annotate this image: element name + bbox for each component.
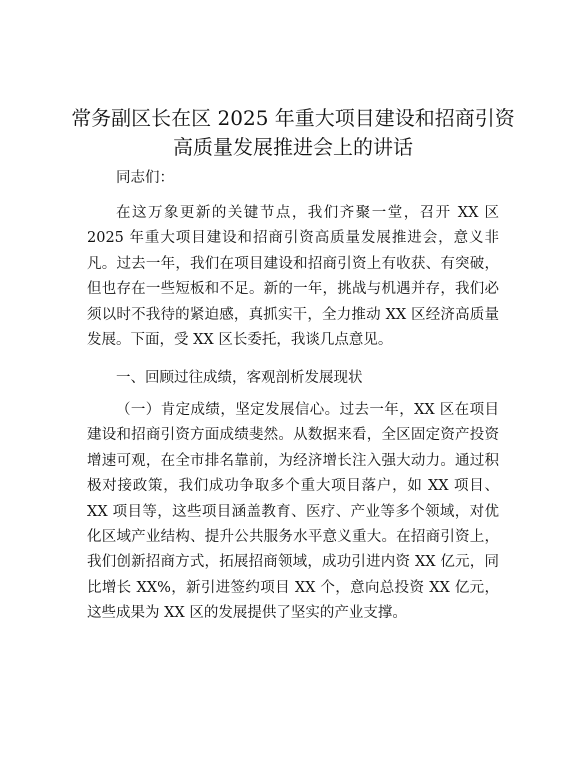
section-heading: 一、回顾过往成绩，客观剖析发展现状: [116, 370, 363, 386]
opening-paragraph: 在这万象更新的关键节点，我们齐聚一堂，召开 XX 区 2025 年重大项目建设和招商引资高质量发展推进会，意义非凡。过去一年，我们在项目建设和招商引资上有收获、有突破，但也存在一些短板和不足。新的一年，挑战与机遇并存，我们必须以时不我待的紧迫感，真抓实干，全力推动 XX 区经济高质量发展。下面，受 XX 区长委托，我谈几点意见。: [87, 205, 499, 349]
subsection-paragraph: （一）肯定成绩，坚定发展信心。过去一年，XX 区在项目建设和招商引资方面成绩斐然。从数据来看，全区固定资产投资增速可观，在全市排名靠前，为经济增长注入强大动力。通过积极对接政策，我们成功争取多个重大项目落户，如 XX 项目、XX 项目等，这些项目涵盖教育、医疗、产业等多个领域，对优化区域产业结构、提升公共服务水平意义重大。在招商引资上，我们创新招商方式，拓展招商领域，成功引进内资 XX 亿元，同比增长 XX%，新引进签约项目 XX 个，意向总投资 XX 亿元，这些成果为 XX 区的发展提供了坚实的产业支撑。: [87, 402, 499, 622]
greeting: 同志们：: [116, 170, 174, 186]
document-title: 常务副区长在区 2025 年重大项目建设和招商引资高质量发展推进会上的讲话: [71, 106, 515, 159]
